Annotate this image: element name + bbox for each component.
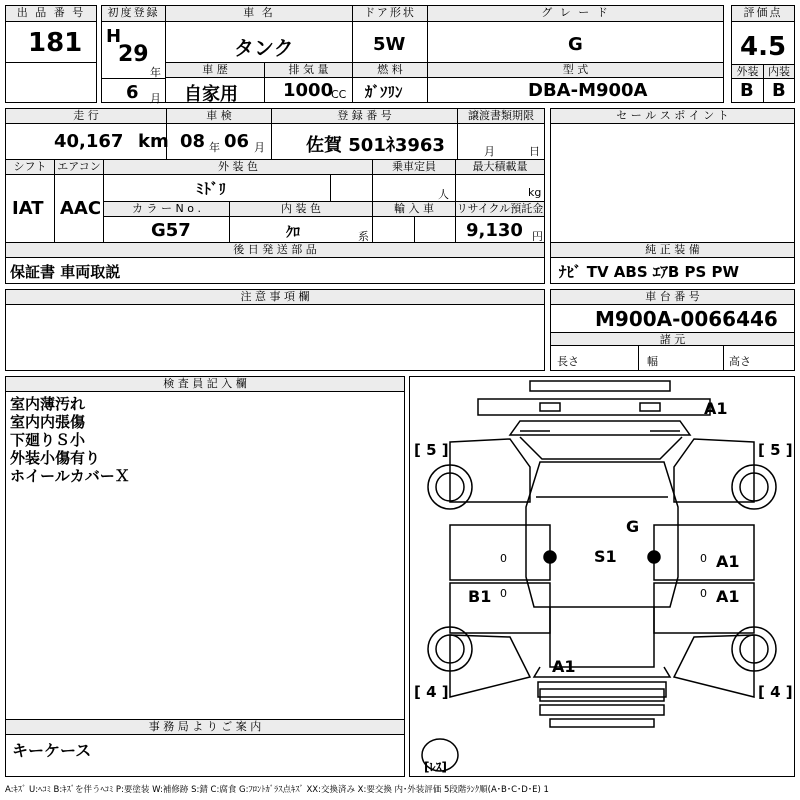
car-name: タンク xyxy=(234,36,294,60)
left-front-fender xyxy=(450,439,530,502)
genuine-equipment: ﾅﾋﾞ TV ABS ｴｱB PS PW xyxy=(559,263,740,281)
color-no-header: カ ラ ー N o . xyxy=(104,202,229,217)
inspection-header: 車 検 xyxy=(167,109,271,124)
tire-rear-right-label: [ 4 ] xyxy=(758,683,793,701)
right-front-fender xyxy=(674,439,754,502)
office-notice-cell xyxy=(5,719,405,777)
chassis-cell xyxy=(550,289,795,371)
inspector-note: 室内薄汚れ xyxy=(10,395,86,413)
first-registration-cell xyxy=(101,5,166,103)
left-rear-fender xyxy=(450,635,530,697)
int-color: ｸﾛ xyxy=(286,225,300,241)
exterior-grade: B xyxy=(740,80,754,101)
later-parts: 保証書 車両取説 xyxy=(10,263,121,281)
inspector-header: 検 査 員 記 入 欄 xyxy=(6,377,404,392)
chassis-header: 車 台 番 号 xyxy=(551,290,794,305)
zero-mark: 0 xyxy=(500,587,507,600)
history-header: 車 歴 xyxy=(166,63,264,78)
inspection-year-unit: 年 xyxy=(209,141,220,154)
displacement-cell xyxy=(264,62,353,103)
car-diagram-svg xyxy=(410,377,794,776)
notes-header: 注 意 事 項 欄 xyxy=(6,290,544,305)
lot-number-cell xyxy=(5,5,97,103)
import-header: 輸 入 車 xyxy=(373,202,455,217)
sales-points-header: セ ー ル ス ポ イ ン ト xyxy=(551,109,794,124)
fuel-header: 燃 料 xyxy=(353,63,427,78)
int-color-suffix: 系 xyxy=(358,230,369,243)
int-color-header: 内 装 色 xyxy=(230,202,372,217)
legend: A:ｷｽﾞ U:ﾍｺﾐ B:ｷｽﾞを伴うﾍｺﾐ P:要塗装 W:補修跡 S:錆 C:腐食 G:ﾌﾛﾝﾄｶﾞﾗｽ点ｷｽﾞ XX:交換済み X:要交換 内･外装評価 5段階ﾗﾝｸ順(A･B･C･D･E) 1 xyxy=(5,785,549,795)
transfer-header: 譲渡書類期限 xyxy=(458,109,544,124)
inspection-month: 06 xyxy=(224,131,250,152)
tire-front-right-label: [ 5 ] xyxy=(758,441,793,459)
car-name-cell xyxy=(165,5,353,63)
registration-year: 29 xyxy=(118,42,149,67)
genuine-header: 純 正 装 備 xyxy=(551,243,794,258)
shift-header: シフト xyxy=(6,160,54,175)
damage-mark-windshield: G xyxy=(626,517,640,536)
year-unit: 年 xyxy=(150,66,161,79)
yen-unit: 円 xyxy=(532,230,543,243)
score-header: 評価点 xyxy=(732,6,794,22)
front-bumper xyxy=(478,399,710,415)
max-load-header: 最大積載量 xyxy=(456,160,544,175)
era: H xyxy=(106,26,122,47)
door-cell xyxy=(352,5,428,63)
ext-color-header: 外 装 色 xyxy=(104,160,372,175)
zero-mark: 0 xyxy=(700,552,707,565)
capacity-unit: 人 xyxy=(438,188,449,201)
history-cell xyxy=(165,62,265,103)
dimensions-header: 諸 元 xyxy=(551,332,794,346)
inspection-month-unit: 月 xyxy=(254,141,265,154)
exterior-header: 外装 xyxy=(732,65,763,79)
inspector-note: 室内内張傷 xyxy=(10,413,86,431)
car-diagram xyxy=(409,376,795,777)
shift: IAT xyxy=(12,198,44,219)
history: 自家用 xyxy=(184,84,238,105)
mileage: 40,167 xyxy=(54,131,124,152)
width-label: 幅 xyxy=(647,355,658,368)
inspector-notes-cell xyxy=(5,376,405,720)
inspection-year: 08 xyxy=(180,131,206,152)
aircon-header: エアコン xyxy=(55,160,103,175)
interior-grade: B xyxy=(772,80,786,101)
model-header: 型 式 xyxy=(428,63,723,78)
plate-number: 佐賀 501ﾈ3963 xyxy=(306,135,445,156)
spec-row xyxy=(5,159,545,243)
inspector-note: 外装小傷有り xyxy=(10,449,101,467)
damage-mark-rear: A1 xyxy=(552,657,576,676)
mileage-row xyxy=(5,108,545,160)
damage-mark-left-rear-door: B1 xyxy=(468,587,492,606)
recycle-header: リサイクル預託金 xyxy=(456,202,544,215)
month-unit: 月 xyxy=(150,92,161,105)
car-name-header: 車 名 xyxy=(166,6,352,22)
mileage-header: 走 行 xyxy=(6,109,166,124)
damage-mark-front-bumper: A1 xyxy=(704,399,728,418)
transfer-month-unit: 月 xyxy=(484,145,495,158)
damage-mark-roof: S1 xyxy=(594,547,617,566)
interior-header: 内装 xyxy=(763,65,794,79)
capacity-header: 乗車定員 xyxy=(373,160,455,175)
sales-points-cell xyxy=(550,108,795,243)
damage-mark-right-rear-door: A1 xyxy=(716,587,740,606)
genuine-equipment-cell xyxy=(550,242,795,284)
fuel-cell xyxy=(352,62,428,103)
inspector-note: ホイールカバーＸ xyxy=(10,467,130,485)
registration-month: 6 xyxy=(126,82,139,103)
zero-mark: 0 xyxy=(500,552,507,565)
height-label: 高さ xyxy=(729,355,751,368)
office-header: 事 務 局 よ り ご 案 内 xyxy=(6,720,404,735)
first-registration-header: 初度登録 xyxy=(102,6,165,22)
grade: G xyxy=(568,34,583,55)
displacement: 1000 xyxy=(283,80,334,101)
score: 4.5 xyxy=(740,32,787,62)
tire-rear-left-label: [ 4 ] xyxy=(414,683,449,701)
fuel: ｶﾞｿﾘﾝ xyxy=(365,83,403,101)
km-unit: km xyxy=(138,131,169,152)
door-type: 5W xyxy=(373,34,406,55)
chassis-number: M900A-0066446 xyxy=(595,307,778,331)
tire-front-left-label: [ 5 ] xyxy=(414,441,449,459)
model-cell xyxy=(427,62,724,103)
later-parts-cell xyxy=(5,242,545,284)
aircon: AAC xyxy=(60,198,102,219)
ext-color: ﾐﾄﾞﾘ xyxy=(196,180,227,198)
load-unit: kg xyxy=(528,186,542,199)
grade-cell xyxy=(427,5,724,63)
transfer-day-unit: 日 xyxy=(529,145,540,158)
door-header: ドア形状 xyxy=(353,6,427,22)
front-bumper-strip xyxy=(530,381,670,391)
displacement-header: 排 気 量 xyxy=(265,63,352,78)
spare-tire-label: [ﾚｽ] xyxy=(424,760,447,774)
grade-header: グ レ ー ド xyxy=(428,6,723,22)
zero-mark: 0 xyxy=(700,587,707,600)
model-code: DBA-M900A xyxy=(528,80,648,101)
notes-cell xyxy=(5,289,545,371)
color-number: G57 xyxy=(151,220,191,241)
office-notice: キーケース xyxy=(12,741,92,760)
inspector-note: 下廻りＳ小 xyxy=(10,431,86,449)
plate-header: 登 録 番 号 xyxy=(272,109,457,124)
inspector-notes-list xyxy=(10,395,130,485)
lot-number-header: 出 品 番 号 xyxy=(6,6,96,22)
score-cell xyxy=(731,5,795,103)
right-rear-fender xyxy=(674,635,754,697)
rear-bumper xyxy=(540,689,664,701)
cc-unit: CC xyxy=(331,88,347,101)
damage-mark-right-front-door: A1 xyxy=(716,552,740,571)
cabin xyxy=(526,462,678,607)
lot-number: 181 xyxy=(28,28,83,58)
length-label: 長さ xyxy=(557,355,579,368)
recycle-fee: 9,130 xyxy=(466,220,523,241)
later-parts-header: 後 日 発 送 部 品 xyxy=(6,243,544,258)
